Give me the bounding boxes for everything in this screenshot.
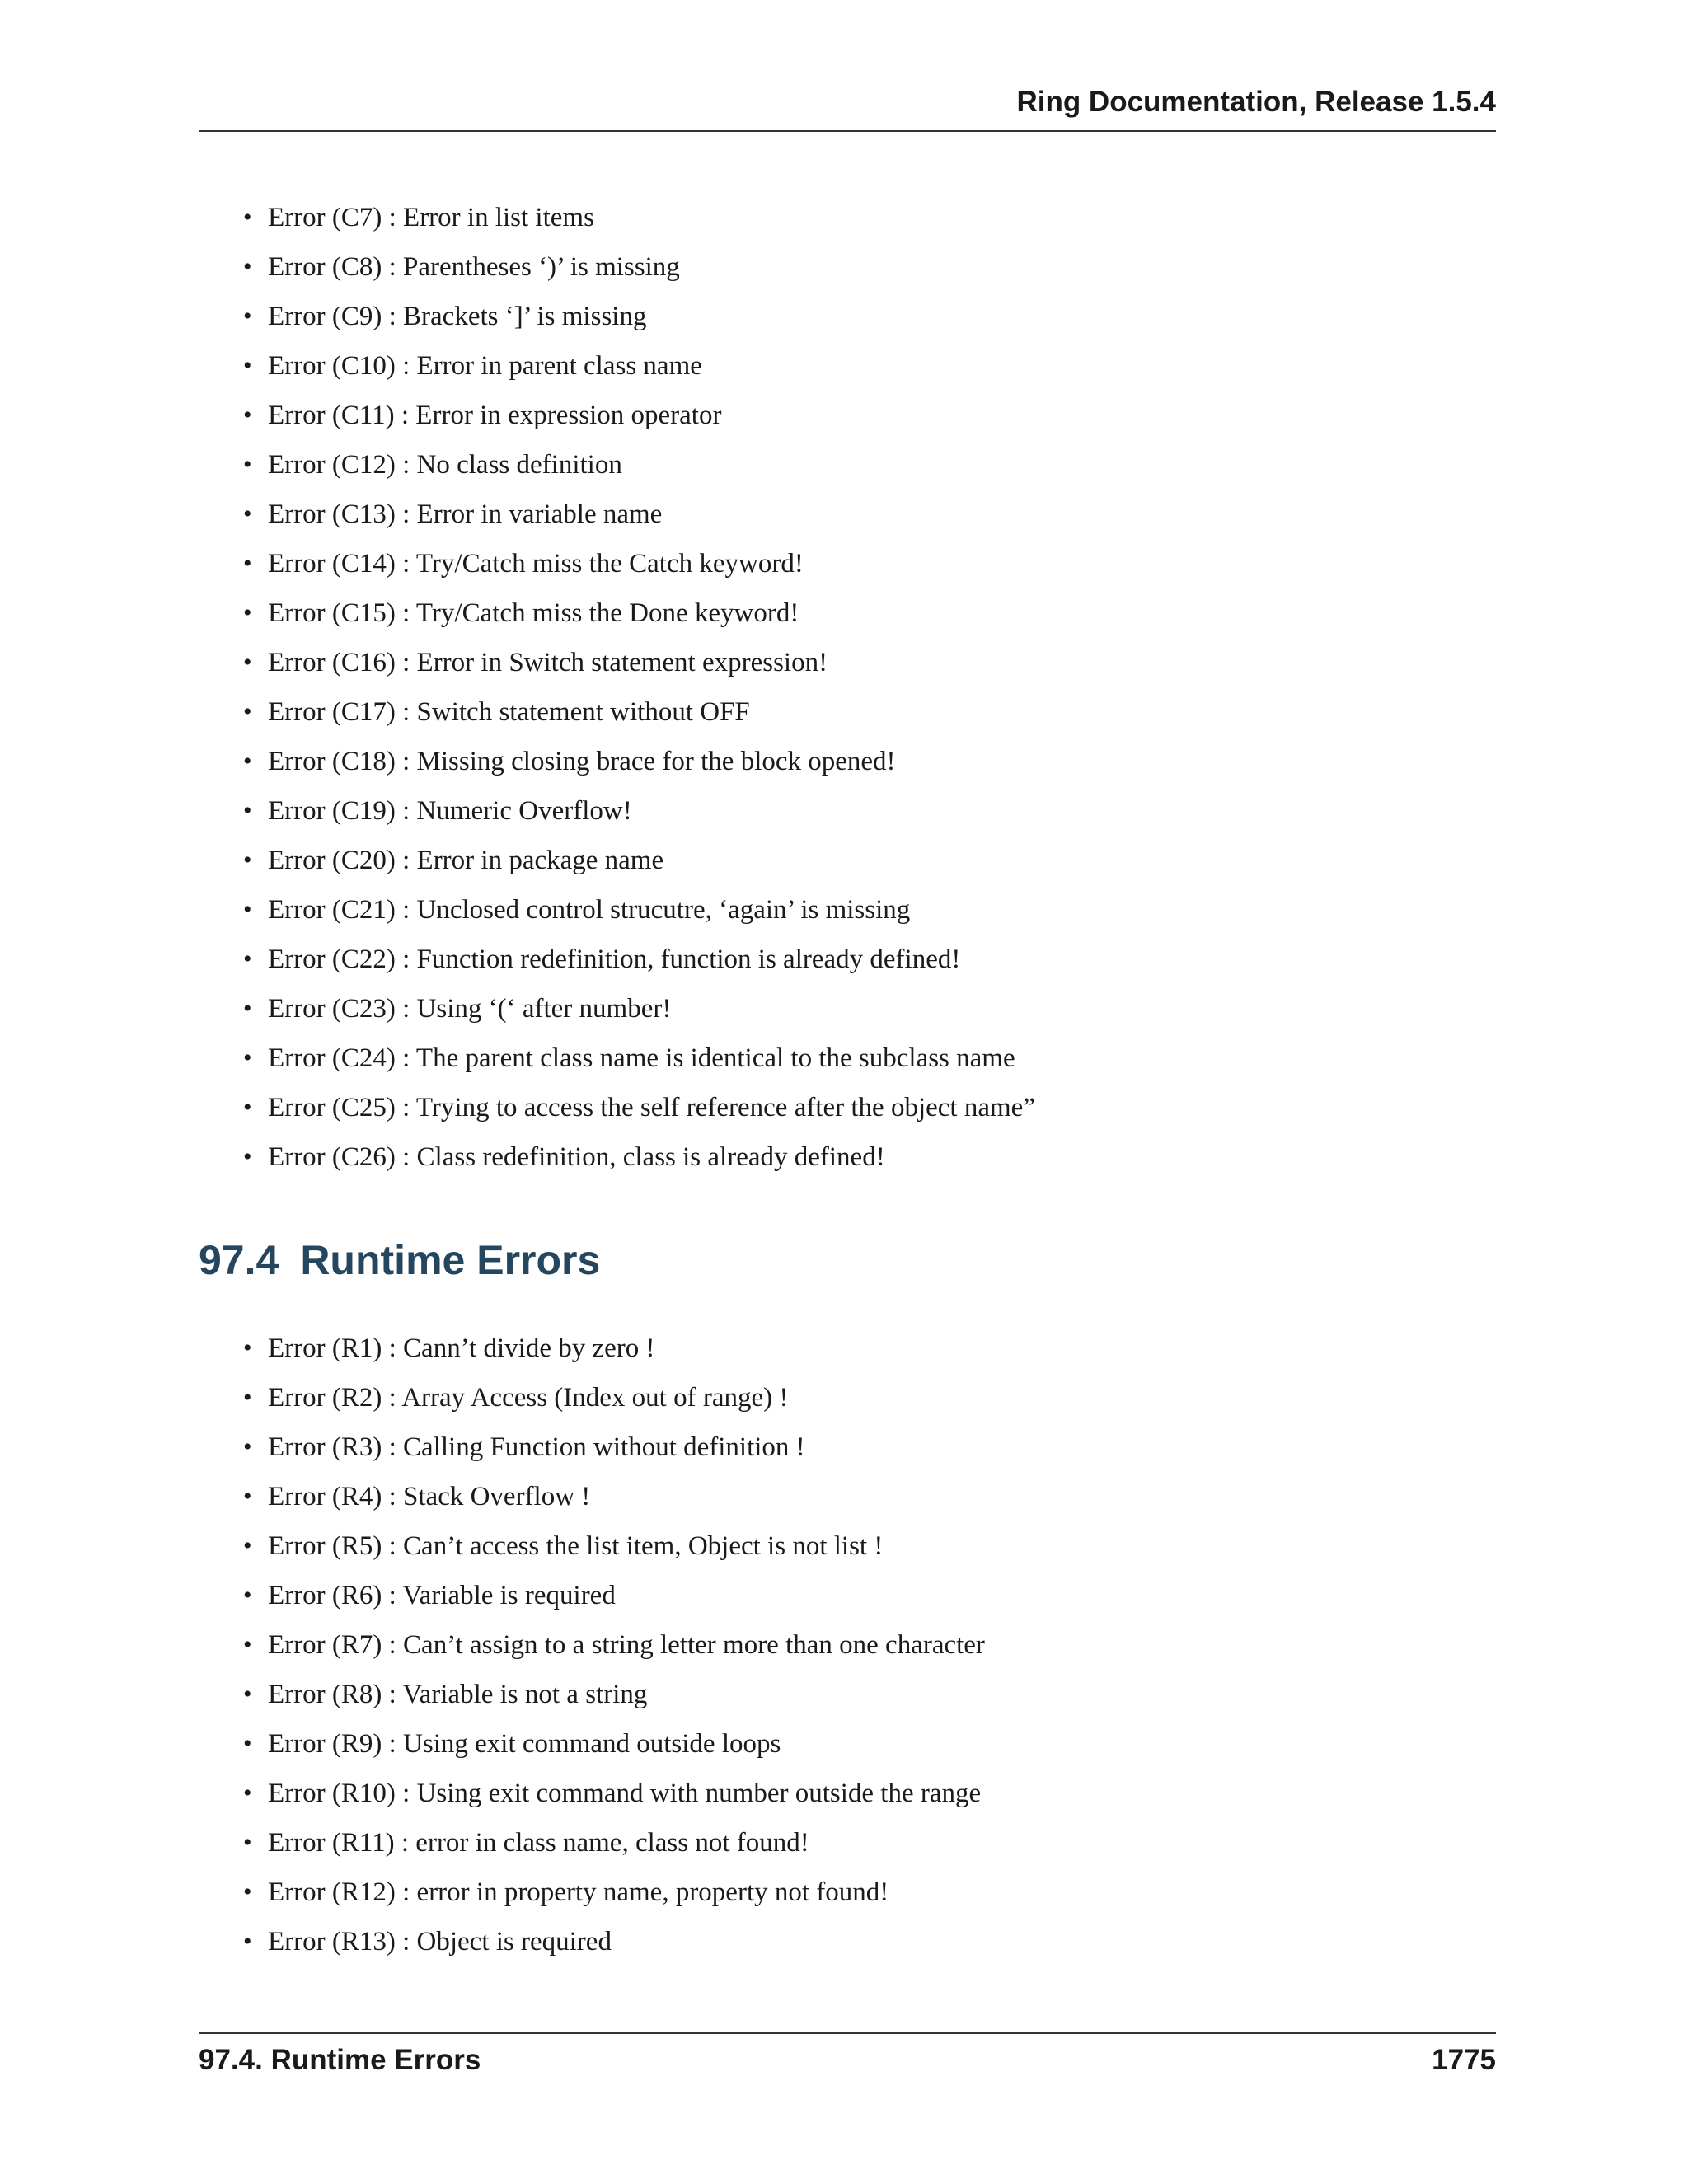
bullet-icon: •: [243, 896, 252, 923]
bullet-icon: •: [243, 599, 252, 626]
error-text: Error (R4) : Stack Overflow !: [268, 1482, 591, 1511]
error-text: Error (C24) : The parent class name is identical to the subclass name: [268, 1043, 1015, 1073]
error-text: Error (R1) : Cann’t divide by zero !: [268, 1333, 655, 1363]
error-text: Error (C8) : Parentheses ‘)’ is missing: [268, 252, 680, 282]
error-text: Error (C21) : Unclosed control strucutre, ‘again’ is missing: [268, 895, 911, 925]
error-text: Error (C11) : Error in expression operator: [268, 401, 722, 430]
error-text: Error (R11) : error in class name, class not found!: [268, 1828, 809, 1858]
error-text: Error (R6) : Variable is required: [268, 1581, 616, 1610]
bullet-icon: •: [243, 1829, 252, 1856]
error-text: Error (C25) : Trying to access the self reference after the object name”: [268, 1093, 1035, 1122]
error-text: Error (C20) : Error in package name: [268, 846, 664, 875]
list-item: [243, 935, 1035, 984]
bullet-icon: •: [243, 1483, 252, 1510]
list-item: [243, 193, 1035, 242]
list-item: [243, 1521, 985, 1571]
error-text: Error (C23) : Using ‘(‘ after number!: [268, 994, 672, 1024]
bullet-icon: •: [243, 204, 252, 231]
bullet-icon: •: [243, 1928, 252, 1955]
error-text: Error (R5) : Can’t access the list item, Object is not list !: [268, 1531, 884, 1561]
list-item: [243, 588, 1035, 638]
page-number: 1775: [1432, 2044, 1496, 2076]
error-text: Error (C16) : Error in Switch statement expression!: [268, 648, 828, 677]
error-text: Error (R12) : error in property name, property not found!: [268, 1877, 889, 1907]
list-item: [243, 1132, 1035, 1182]
footer-section-label: 97.4. Runtime Errors: [199, 2044, 481, 2076]
bullet-icon: •: [243, 945, 252, 972]
error-text: Error (R3) : Calling Function without definition !: [268, 1432, 805, 1462]
error-text: Error (C15) : Try/Catch miss the Done keyword!: [268, 598, 799, 628]
page-header: [199, 86, 1496, 132]
bullet-icon: •: [243, 1143, 252, 1170]
error-text: Error (C17) : Switch statement without OFF: [268, 697, 750, 727]
document-title: Ring Documentation, Release 1.5.4: [1016, 86, 1496, 118]
list-item: [243, 1472, 985, 1521]
bullet-icon: •: [243, 1384, 252, 1411]
bullet-icon: •: [243, 1680, 252, 1708]
error-text: Error (C14) : Try/Catch miss the Catch keyword!: [268, 549, 804, 579]
list-item: [243, 786, 1035, 836]
bullet-icon: •: [243, 451, 252, 478]
list-item: [243, 1868, 985, 1917]
error-text: Error (R9) : Using exit command outside loops: [268, 1729, 781, 1759]
list-item: [243, 1620, 985, 1670]
page-footer: [199, 2032, 1496, 2083]
list-item: [243, 1571, 985, 1620]
list-item: [243, 1422, 985, 1472]
error-text: Error (C18) : Missing closing brace for the block opened!: [268, 747, 896, 776]
bullet-icon: •: [243, 1433, 252, 1460]
bullet-icon: •: [243, 500, 252, 527]
error-text: Error (R13) : Object is required: [268, 1927, 612, 1957]
bullet-icon: •: [243, 352, 252, 379]
list-item: [243, 1769, 985, 1818]
list-item: [243, 984, 1035, 1033]
compile-error-list: [243, 193, 1035, 1182]
bullet-icon: •: [243, 995, 252, 1022]
error-text: Error (C9) : Brackets ‘]’ is missing: [268, 302, 647, 331]
list-item: [243, 1324, 985, 1373]
runtime-error-list: [243, 1324, 985, 1966]
bullet-icon: •: [243, 797, 252, 824]
bullet-icon: •: [243, 748, 252, 775]
error-text: Error (C26) : Class redefinition, class is already defined!: [268, 1142, 885, 1172]
error-text: Error (C19) : Numeric Overflow!: [268, 796, 632, 826]
list-item: [243, 1033, 1035, 1083]
bullet-icon: •: [243, 1730, 252, 1757]
error-text: Error (R7) : Can’t assign to a string letter more than one character: [268, 1630, 985, 1660]
error-text: Error (R2) : Array Access (Index out of range) !: [268, 1383, 789, 1413]
section-title: Runtime Errors: [300, 1237, 601, 1283]
error-text: Error (C10) : Error in parent class name: [268, 351, 702, 381]
bullet-icon: •: [243, 1582, 252, 1609]
error-text: Error (C22) : Function redefinition, function is already defined!: [268, 944, 961, 974]
list-item: [243, 687, 1035, 737]
error-text: Error (R8) : Variable is not a string: [268, 1680, 648, 1709]
list-item: [243, 1373, 985, 1422]
bullet-icon: •: [243, 698, 252, 725]
list-item: [243, 1083, 1035, 1132]
bullet-icon: •: [243, 846, 252, 874]
bullet-icon: •: [243, 1779, 252, 1807]
list-item: [243, 1818, 985, 1868]
list-item: [243, 638, 1035, 687]
list-item: [243, 242, 1035, 292]
list-item: [243, 341, 1035, 391]
bullet-icon: •: [243, 550, 252, 577]
list-item: [243, 737, 1035, 786]
bullet-icon: •: [243, 1094, 252, 1121]
list-item: [243, 885, 1035, 935]
bullet-icon: •: [243, 401, 252, 429]
section-heading: [199, 1231, 600, 1289]
error-text: Error (C12) : No class definition: [268, 450, 622, 480]
list-item: [243, 539, 1035, 588]
error-text: Error (C13) : Error in variable name: [268, 499, 663, 529]
list-item: [243, 292, 1035, 341]
list-item: [243, 1917, 985, 1966]
list-item: [243, 490, 1035, 539]
list-item: [243, 836, 1035, 885]
error-text: Error (C7) : Error in list items: [268, 203, 594, 232]
bullet-icon: •: [243, 302, 252, 330]
list-item: [243, 1670, 985, 1719]
bullet-icon: •: [243, 1044, 252, 1071]
bullet-icon: •: [243, 1631, 252, 1658]
error-text: Error (R10) : Using exit command with number outside the range: [268, 1779, 982, 1808]
bullet-icon: •: [243, 1532, 252, 1559]
list-item: [243, 1719, 985, 1769]
section-number: 97.4: [199, 1237, 279, 1283]
bullet-icon: •: [243, 649, 252, 676]
bullet-icon: •: [243, 1878, 252, 1905]
list-item: [243, 440, 1035, 490]
bullet-icon: •: [243, 253, 252, 280]
bullet-icon: •: [243, 1334, 252, 1361]
list-item: [243, 391, 1035, 440]
